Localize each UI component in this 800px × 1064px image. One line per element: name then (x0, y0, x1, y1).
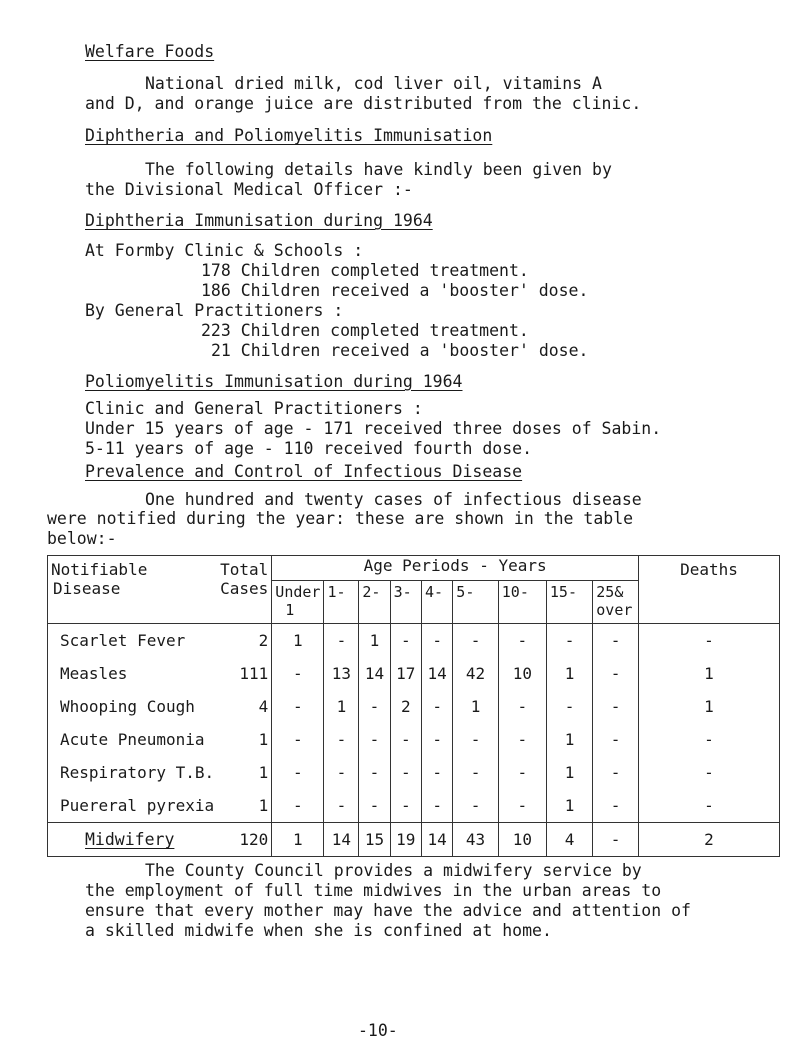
age-col-header (453, 581, 498, 624)
row-deaths: 1 (638, 657, 779, 690)
row-deaths: 1 (638, 690, 779, 723)
row-cell: - (272, 723, 324, 756)
totals-total: 120 (217, 823, 272, 857)
age-col-header (498, 581, 546, 624)
row-cell: - (421, 624, 452, 658)
row-deaths: - (638, 756, 779, 789)
diphtheria-line-1: At Formby Clinic & Schools : (85, 241, 364, 260)
age-col-label-2: 1 (285, 601, 295, 619)
row-cell: 42 (453, 657, 498, 690)
row-cell: - (498, 723, 546, 756)
row-cell: - (453, 624, 498, 658)
row-deaths: - (638, 789, 779, 823)
row-cell: - (593, 690, 639, 723)
row-cell: - (390, 624, 421, 658)
row-cell: - (390, 723, 421, 756)
row-cell: 1 (324, 690, 359, 723)
row-cell: - (390, 756, 421, 789)
row-disease: Puereral pyrexia (48, 789, 218, 823)
age-col-header (593, 581, 639, 624)
row-cell: - (359, 789, 390, 823)
page-number: -10- (358, 1021, 398, 1040)
totals-cell: 1 (272, 823, 324, 857)
infectious-disease-data (47, 555, 780, 857)
row-disease: Scarlet Fever (48, 624, 218, 658)
row-cell: 1 (546, 789, 592, 823)
prevalence-text-1: One hundred and twenty cases of infectious disease (145, 490, 642, 509)
age-col-label: Under (275, 583, 321, 601)
row-cell: - (593, 624, 639, 658)
row-cell: - (593, 789, 639, 823)
header-total (217, 556, 272, 624)
totals-cell: 19 (390, 823, 421, 857)
age-col-label: 3- (393, 583, 412, 601)
row-cell: - (324, 624, 359, 658)
header-age-periods: Age Periods - Years (272, 556, 639, 581)
row-cell: - (324, 723, 359, 756)
totals-cell: 10 (498, 823, 546, 857)
header-disease-line-2: Disease (53, 579, 121, 598)
diphtheria-heading: Diphtheria Immunisation during 1964 (85, 211, 433, 230)
prevalence-text-2: were notified during the year: these are shown in the table (47, 509, 634, 528)
row-cell: 1 (546, 723, 592, 756)
row-total: 2 (217, 624, 272, 658)
row-cell: - (272, 789, 324, 823)
age-col-label: 15- (549, 583, 577, 601)
header-disease (48, 556, 218, 624)
age-col-label: 2- (362, 583, 381, 601)
header-deaths: Deaths (638, 556, 779, 624)
row-cell: - (498, 690, 546, 723)
row-cell: 14 (359, 657, 390, 690)
row-cell: 1 (546, 756, 592, 789)
row-cell: 2 (390, 690, 421, 723)
row-deaths: - (638, 624, 779, 658)
diphtheria-line-5: 223 Children completed treatment. (201, 321, 529, 340)
age-col-label: 10- (501, 583, 529, 601)
age-col-header (359, 581, 390, 624)
table-header-row-1 (48, 556, 780, 581)
age-col-label: 25& (596, 583, 624, 601)
row-cell: - (453, 789, 498, 823)
row-cell: 1 (359, 624, 390, 658)
totals-cell: 14 (324, 823, 359, 857)
midwifery-line-2: the employment of full time midwives in the urban areas to (85, 881, 662, 900)
row-cell: - (593, 756, 639, 789)
row-cell: - (546, 690, 592, 723)
table-row (48, 657, 780, 690)
polio-line-3: 5-11 years of age - 110 received fourth dose. (85, 439, 533, 458)
totals-cell: 15 (359, 823, 390, 857)
row-disease: Acute Pneumonia (48, 723, 218, 756)
immunisation-intro-1: The following details have kindly been given by (145, 160, 612, 179)
welfare-text-1: National dried milk, cod liver oil, vitamins A (145, 74, 602, 93)
row-cell: 14 (421, 657, 452, 690)
row-cell: - (324, 756, 359, 789)
age-col-header (390, 581, 421, 624)
age-col-label: 4- (424, 583, 444, 601)
polio-line-2: Under 15 years of age - 171 received three doses of Sabin. (85, 419, 662, 438)
row-cell: 1 (453, 690, 498, 723)
row-cell: - (421, 690, 452, 723)
row-cell: - (453, 756, 498, 789)
row-total: 111 (217, 657, 272, 690)
immunisation-heading: Diphtheria and Poliomyelitis Immunisation (85, 126, 493, 145)
welfare-heading: Welfare Foods (85, 42, 215, 61)
midwifery-line-4: a skilled midwife when she is confined at home. (85, 921, 552, 940)
row-total: 1 (217, 756, 272, 789)
row-cell: - (359, 723, 390, 756)
row-cell: - (272, 690, 324, 723)
row-disease: Whooping Cough (48, 690, 218, 723)
row-cell: - (593, 657, 639, 690)
age-col-label-2: over (596, 601, 633, 619)
midwifery-line-3: ensure that every mother may have the advice and attention of (85, 901, 691, 920)
age-col-header (546, 581, 592, 624)
table-row (48, 624, 780, 658)
row-cell: 1 (546, 657, 592, 690)
row-cell: - (498, 789, 546, 823)
totals-cell: - (593, 823, 639, 857)
header-total-line-1: Total (220, 560, 269, 579)
age-col-label: 1- (327, 583, 346, 601)
row-disease: Respiratory T.B. (48, 756, 218, 789)
age-col-header (324, 581, 359, 624)
age-col-header (272, 581, 324, 624)
row-cell: 17 (390, 657, 421, 690)
diphtheria-line-2: 178 Children completed treatment. (201, 261, 529, 280)
row-cell: - (272, 756, 324, 789)
row-cell: - (421, 723, 452, 756)
table-row (48, 756, 780, 789)
row-cell: 1 (272, 624, 324, 658)
immunisation-intro-2: the Divisional Medical Officer :- (85, 180, 413, 199)
totals-deaths: 2 (638, 823, 779, 857)
row-cell: - (421, 789, 452, 823)
table-row (48, 723, 780, 756)
header-total-line-2: Cases (220, 579, 269, 598)
row-cell: - (324, 789, 359, 823)
row-cell: 10 (498, 657, 546, 690)
midwifery-line-1: The County Council provides a midwifery service by (145, 861, 642, 880)
row-cell: - (498, 756, 546, 789)
row-cell: - (546, 624, 592, 658)
polio-line-1: Clinic and General Practitioners : (85, 399, 423, 418)
row-cell: - (498, 624, 546, 658)
row-total: 1 (217, 789, 272, 823)
totals-cell: 4 (546, 823, 592, 857)
row-cell: - (453, 723, 498, 756)
age-col-header (421, 581, 452, 624)
row-cell: - (359, 690, 390, 723)
table-row (48, 789, 780, 823)
totals-cell: 43 (453, 823, 498, 857)
row-cell: 13 (324, 657, 359, 690)
row-cell: - (272, 657, 324, 690)
welfare-text-2: and D, and orange juice are distributed from the clinic. (85, 94, 642, 113)
header-disease-line-1: Notifiable (51, 560, 148, 579)
prevalence-heading: Prevalence and Control of Infectious Disease (85, 462, 523, 481)
diphtheria-line-6: 21 Children received a 'booster' dose. (211, 341, 589, 360)
row-deaths: - (638, 723, 779, 756)
table-row (48, 690, 780, 723)
row-cell: - (421, 756, 452, 789)
row-cell: - (390, 789, 421, 823)
row-total: 1 (217, 723, 272, 756)
row-cell: - (593, 723, 639, 756)
polio-heading: Poliomyelitis Immunisation during 1964 (85, 372, 463, 391)
diphtheria-line-4: By General Practitioners : (85, 301, 344, 320)
row-cell: - (359, 756, 390, 789)
row-total: 4 (217, 690, 272, 723)
age-col-label: 5- (456, 583, 475, 601)
midwifery-heading: Midwifery (85, 830, 175, 849)
row-disease: Measles (48, 657, 218, 690)
diphtheria-line-3: 186 Children received a 'booster' dose. (201, 281, 589, 300)
totals-cell: 14 (421, 823, 452, 857)
prevalence-text-3: below:- (47, 529, 117, 548)
